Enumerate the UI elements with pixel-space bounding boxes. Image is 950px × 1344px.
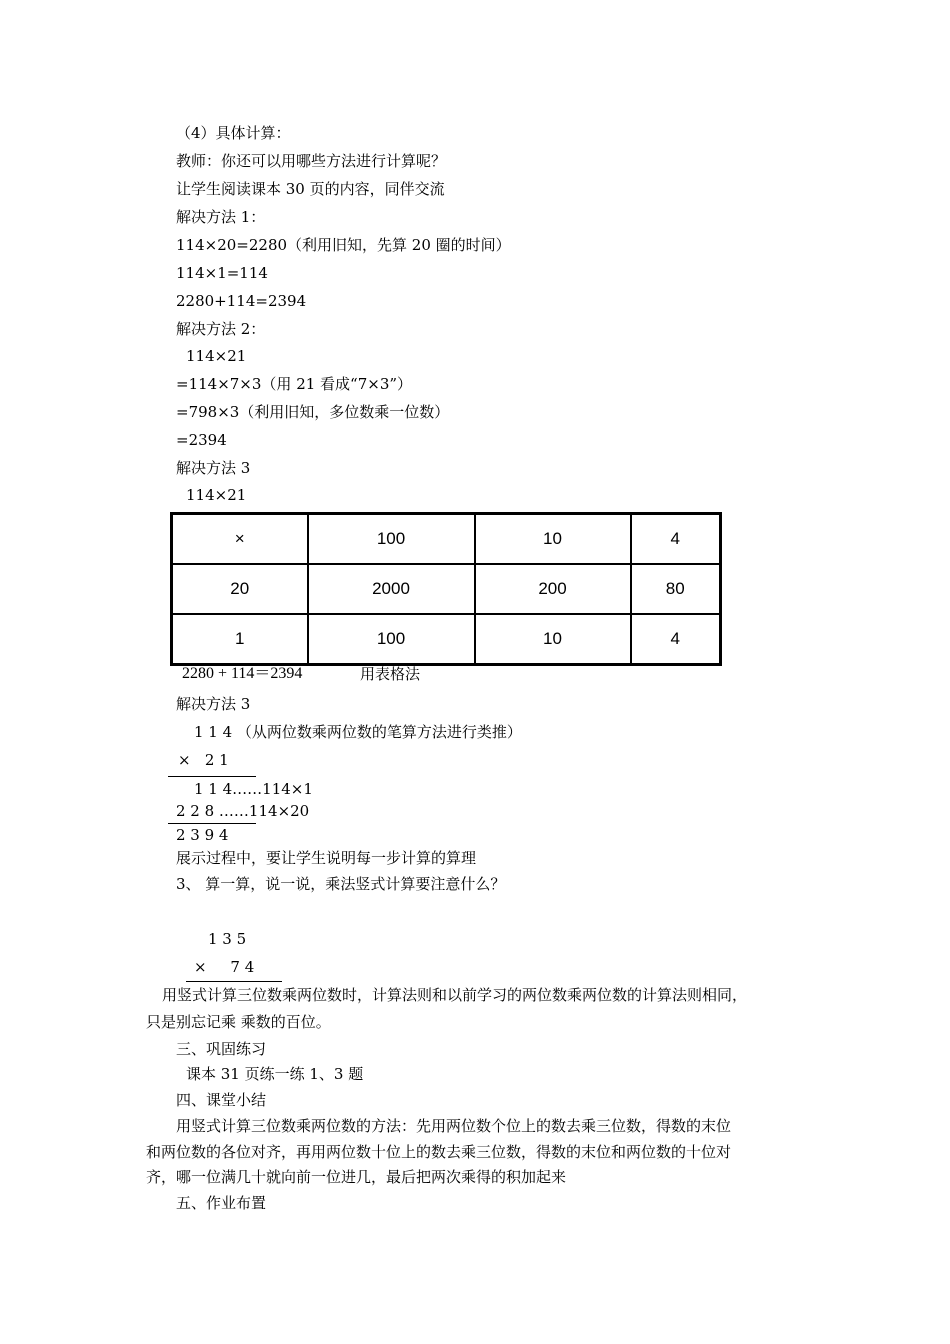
rule-statement-line-2: 只是别忘记乘 乘数的百位。: [146, 1013, 331, 1031]
vertical-1-result: 2 3 9 4: [176, 826, 229, 844]
table-sum: 2280 + 114＝2394: [182, 665, 303, 682]
method-2-step-2: =798×3（利用旧知，多位数乘一位数）: [176, 403, 450, 421]
table-cell: 100: [308, 614, 475, 665]
method-3-heading: 解决方法 3: [176, 459, 251, 477]
summary-line-1: 用竖式计算三位数乘两位数的方法：先用两位数个位上的数去乘三位数，得数的末位: [176, 1117, 732, 1135]
rule-statement-line-1: 用竖式计算三位数乘两位数时，计算法则和以前学习的两位数乘两位数的计算法则相同，: [162, 986, 748, 1004]
method-1-heading: 解决方法 1：: [176, 208, 266, 226]
table-cell: 20: [172, 564, 308, 614]
method-2-result: =2394: [176, 431, 227, 449]
table-cell: 10: [475, 614, 631, 665]
method-1-step-3: 2280+114=2394: [176, 292, 307, 310]
method-2-heading: 解决方法 2：: [176, 320, 266, 338]
method-2-step-1: =114×7×3（用 21 看成“7×3”）: [176, 375, 413, 393]
vertical-1-multiplicand: 1 1 4 （从两位数乘两位数的笔算方法进行类推）: [194, 723, 522, 741]
vertical-2-multiplier: × 7 4: [194, 958, 255, 976]
vertical-2-multiplicand: 1 3 5: [208, 930, 247, 948]
section-5-heading: 五、作业布置: [176, 1194, 267, 1212]
table-row: [172, 614, 721, 665]
method-1-step-2: 114×1=114: [176, 264, 268, 282]
table-row: [172, 564, 721, 614]
step-heading: （4）具体计算：: [176, 124, 291, 142]
table-cell: 200: [475, 564, 631, 614]
table-row: [172, 514, 721, 565]
vertical-1-rule-bottom: [168, 823, 256, 824]
teacher-question: 教师：你还可以用哪些方法进行计算呢？: [176, 152, 447, 170]
multiplication-grid-table: [170, 512, 722, 666]
table-cell: 10: [475, 514, 631, 565]
table-cell: 100: [308, 514, 475, 565]
table-cell: 4: [631, 614, 721, 665]
vertical-2-rule: [186, 981, 282, 982]
method-2-expression: 114×21: [186, 347, 247, 365]
vertical-1-rule-top: [168, 776, 256, 777]
table-cell: 80: [631, 564, 721, 614]
reading-instruction: 让学生阅读课本 30 页的内容，同伴交流: [176, 180, 445, 198]
summary-line-3: 齐，哪一位满几十就向前一位进几，最后把两次乘得的积加起来: [146, 1168, 567, 1186]
process-note: 展示过程中，要让学生说明每一步计算的算理: [176, 849, 477, 867]
table-cell: 4: [631, 514, 721, 565]
vertical-1-partial-2: 2 2 8 ……114×20: [176, 802, 310, 820]
table-cell: ×: [172, 514, 308, 565]
table-method-name: 用表格法: [360, 665, 421, 683]
method-3-expression: 114×21: [186, 486, 247, 504]
section-4-heading: 四、课堂小结: [176, 1091, 267, 1109]
vertical-1-multiplier: × 2 1: [178, 751, 229, 769]
question-3: 3、 算一算，说一说，乘法竖式计算要注意什么？: [176, 875, 506, 893]
table-cell: 1: [172, 614, 308, 665]
section-3-heading: 三、巩固练习: [176, 1040, 267, 1058]
vertical-1-partial-1: 1 1 4……114×1: [194, 780, 313, 798]
method-3b-heading: 解决方法 3: [176, 695, 251, 713]
method-1-step-1: 114×20=2280（利用旧知，先算 20 圈的时间）: [176, 236, 511, 254]
summary-line-2: 和两位数的各位对齐，再用两位数十位上的数去乘三位数，得数的末位和两位数的十位对: [146, 1143, 732, 1161]
section-3-item: 课本 31 页练一练 1、3 题: [186, 1065, 364, 1083]
table-cell: 2000: [308, 564, 475, 614]
